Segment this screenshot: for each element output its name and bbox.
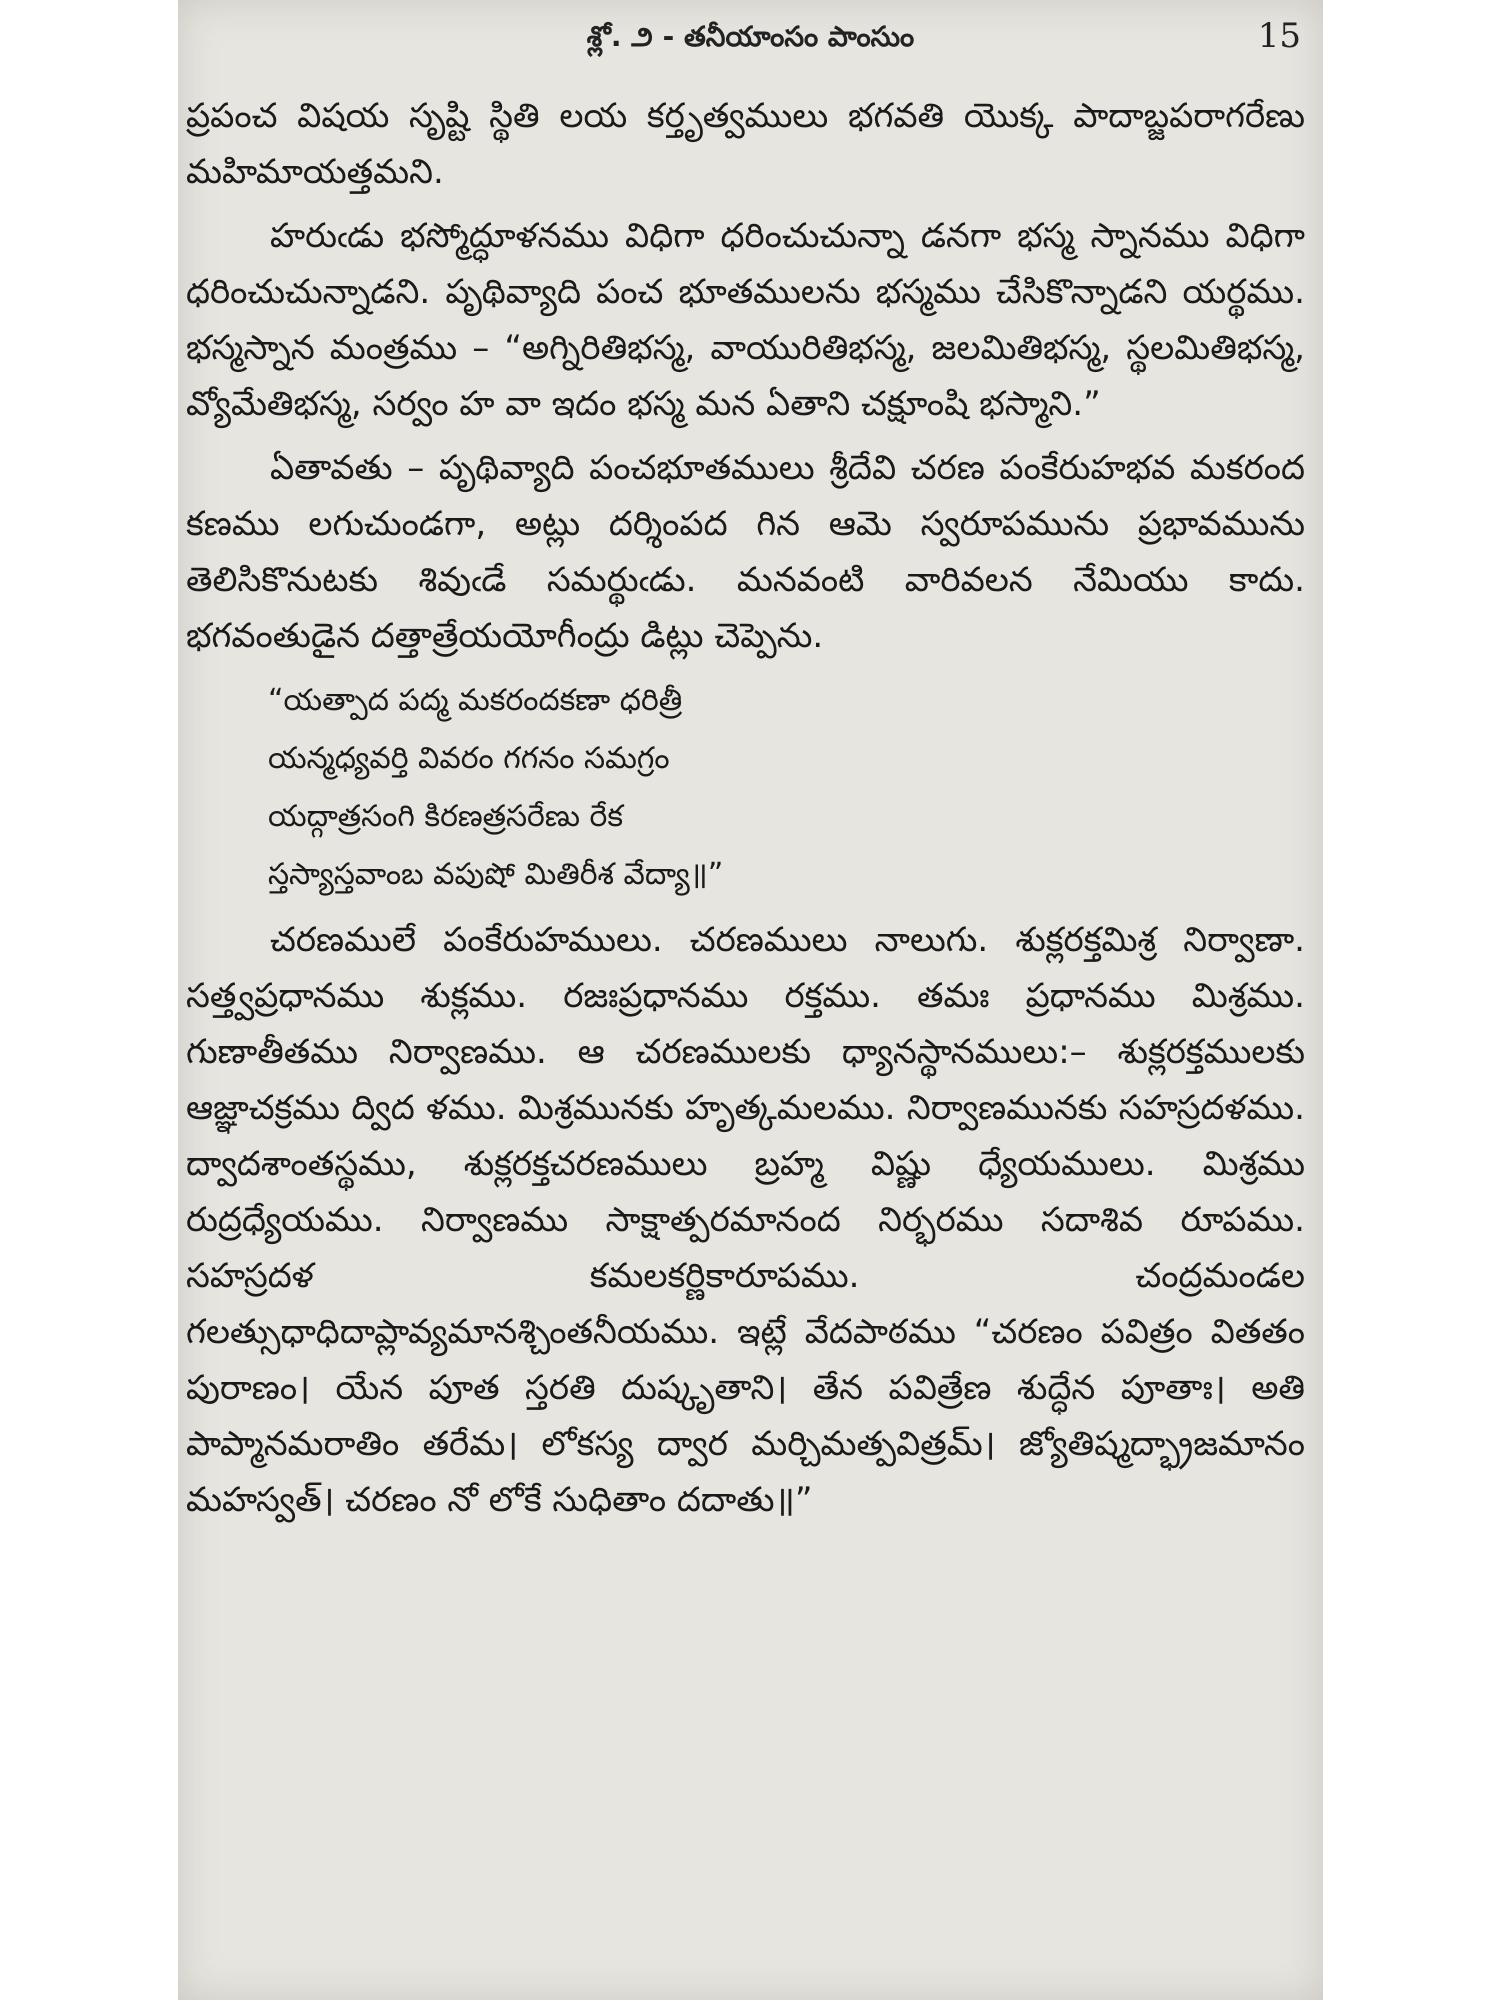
verse-line: “యత్పాద పద్మ మకరందకణా ధరిత్రీ [268,683,683,718]
book-page [178,0,1323,2000]
verse-line: స్తస్యాస్తవాంబ వపుషో మితిరీశ వేద్యా॥” [268,857,724,892]
verse-line: యన్మధ్యవర్తి వివరం గగనం సమగ్రం [268,741,670,776]
paragraph-1: ప్రపంచ విషయ సృష్టి స్థితి లయ కర్తృత్వములు భగవతి యొక్క పాదాబ్జపరాగరేణు మహిమాయత్తమని. [186,96,1305,192]
page-header [178,14,1323,64]
paragraph-4: చరణములే పంకేరుహములు. చరణములు నాలుగు. శుక్లరక్తమిశ్ర నిర్వాణా. సత్త్వప్రధానము శుక్లము. రజఃప్రధానము రక్తము. తమః ప్రధానము మిశ్రము. గుణాతీతము నిర్వాణము. ఆ చరణములకు ధ్యానస్థానములు:– శుక్లరక్తములకు ఆజ్ఞాచక్రము ద్విద ళము. మిశ్రమునకు హృత్కమలము. నిర్వాణమునకు సహస్రదళము. ద్వాదశాంతస్థము, శుక్లరక్తచరణములు బ్రహ్మ విష్ణు ధ్యేయములు. మిశ్రము రుద్రధ్యేయము. నిర్వాణము సాక్షాత్పరమానంద నిర్భరము సదాశివ రూపము. సహస్రదళ కమలకర్ణికారూపము. చంద్రమండల గలత్సుధాధిదాప్లావ్యమానశ్చింతనీయము. ఇట్లే వేదపాఠము “చరణం పవిత్రం వితతం పురాణం। యేన పూత స్తరతి దుష్కృతాని। తేన పవిత్రేణ శుద్ధేన పూతాః। అతి పాప్మానమరాతిం తరేమ। లోకస్య ద్వార మర్చిమత్పవిత్రమ్। జ్యోతిష్మద్భ్రాజమానం మహస్వత్। చరణం నో లోకే సుధితాం దదాతు॥” [186,920,1305,1520]
page-body [186,88,1305,1536]
sanskrit-verse [268,672,1305,904]
verse-line: యద్గాత్రసంగి కిరణత్రసరేణు రేక [268,799,623,834]
running-title: శ్లో. ౨ - తనీయాంసం పాంసుం [586,20,915,53]
paragraph-3: ఏతావతు – పృథివ్యాది పంచభూతములు శ్రీదేవి చరణ పంకేరుహభవ మకరంద కణము లగుచుండగా, అట్లు దర్శింపద గిన ఆమె స్వరూపమును ప్రభావమును తెలిసికొనుటకు శివుఁడే సమర్థుఁడు. మనవంటి వారివలన నేమియు కాదు. భగవంతుడైన దత్తాత్రేయయోగీంద్రు డిట్లు చెప్పెను. [186,448,1305,656]
page-number: 15 [1257,16,1301,56]
paragraph-2: హరుఁడు భస్మోద్ధూళనము విధిగా ధరించుచున్నా డనగా భస్మ స్నానము విధిగా ధరించుచున్నాడని. పృథివ్యాది పంచ భూతములను భస్మము చేసికొన్నాడని యర్థము. భస్మస్నాన మంత్రము – “అగ్నిరితిభస్మ, వాయురితిభస్మ, జలమితిభస్మ, స్థలమితిభస్మ, వ్యోమేతిభస్మ, సర్వం హ వా ఇదం భస్మ మన ఏతాని చక్షూంషి భస్మాని.” [186,216,1305,424]
